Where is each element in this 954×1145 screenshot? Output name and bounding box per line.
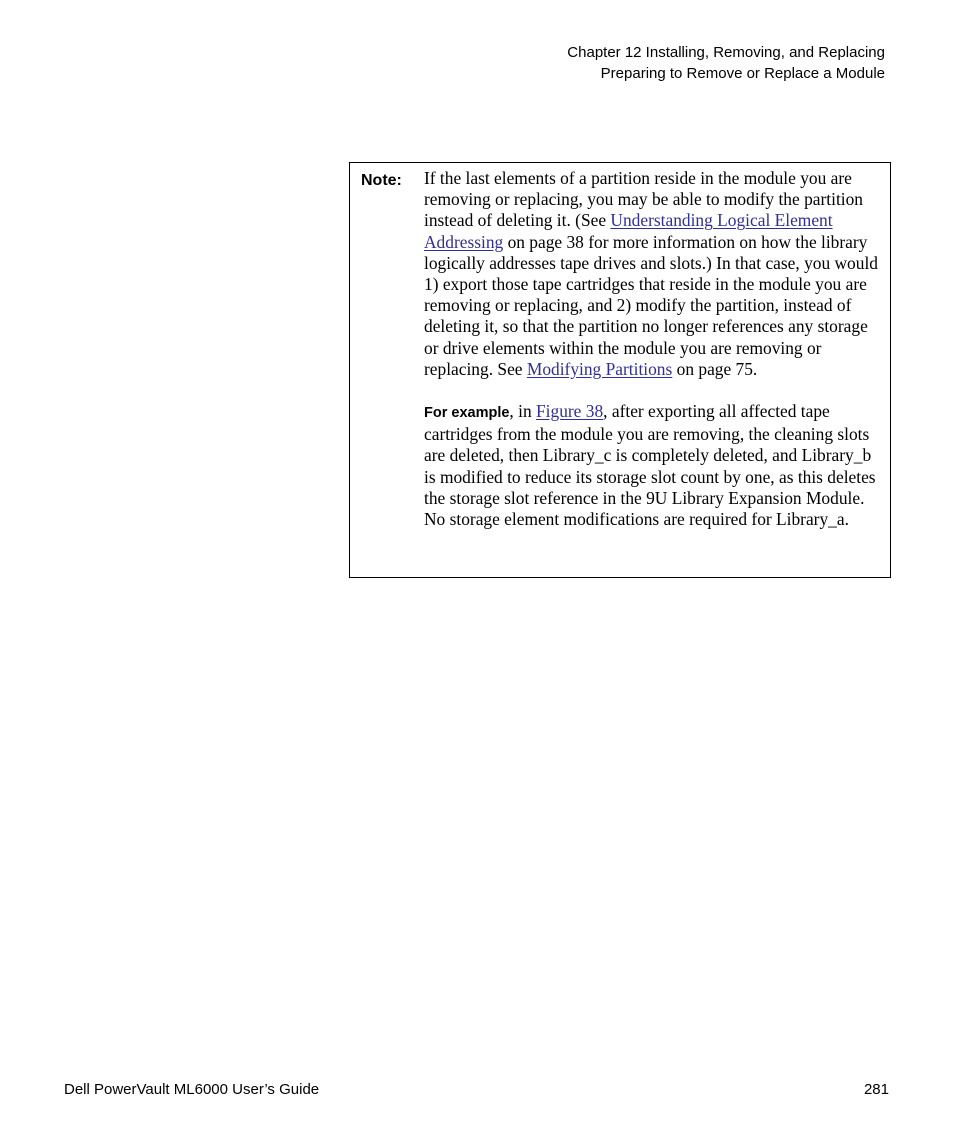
link-figure-38[interactable]: Figure 38 [536, 401, 604, 422]
note-text: on page 75. [672, 358, 758, 379]
example-lead-in: For example [424, 405, 510, 422]
running-header [567, 42, 885, 84]
section-title: Preparing to Remove or Replace a Module [600, 65, 885, 82]
chapter-title: Chapter 12 Installing, Removing, and Replacing [567, 44, 885, 61]
note-text: , after exporting all affected tape cartridges from the module you are removing, the cleaning slots are deleted, then Library_c is completely deleted, and Library_b is modified to reduce its storage slot count by one, as this deletes the storage slot reference in the 9U Library Expansion Module. No storage element modifications are required for Library_a. [424, 401, 876, 530]
note-label: Note: [361, 172, 402, 189]
note-box [349, 162, 891, 578]
note-text: on page 38 for more information on how the library logically addresses tape drives and slots.) In that case, you would 1) export those tape cartridges that reside in the module you are removing or replacing, and 2) modify the partition, instead of deleting it, so that the partition no longer references any storage or drive elements within the module you are removing or replacing. See [424, 231, 878, 379]
note-paragraph-example [424, 401, 886, 530]
footer-page-number: 281 [863, 1081, 889, 1098]
note-text: If the last elements of a partition reside in the module you are removing or replacing, you may be able to modify the partition instead of deleting it. (See [424, 168, 863, 231]
link-understanding-logical-element-addressing[interactable]: Understanding Logical Element Addressing [424, 210, 833, 252]
note-body [424, 168, 886, 530]
link-modifying-partitions[interactable]: Modifying Partitions [526, 358, 673, 379]
footer-guide-title: Dell PowerVault ML6000 User’s Guide [64, 1081, 320, 1098]
note-text: , in [509, 401, 536, 422]
note-paragraph-partition [424, 168, 886, 380]
